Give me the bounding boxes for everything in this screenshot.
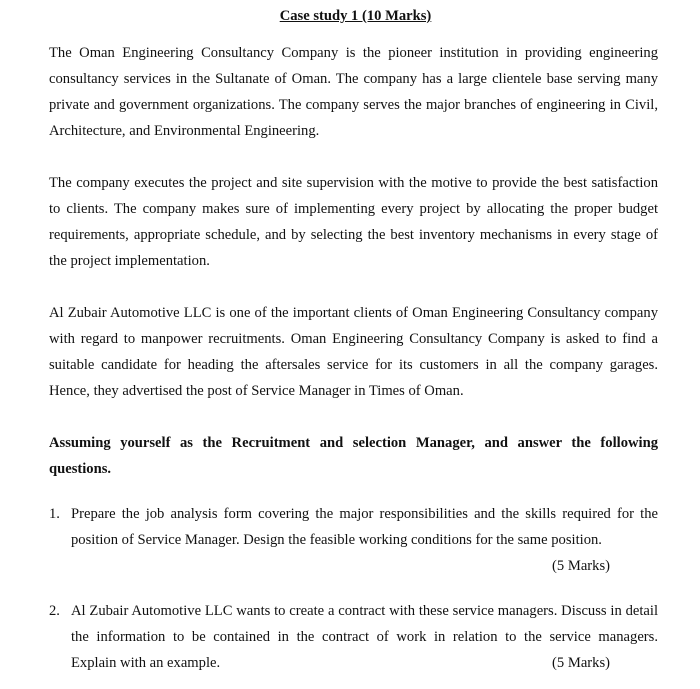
question-2-marks: (5 Marks) [552,655,610,671]
case-study-title: Case study 1 (10 Marks) [279,8,432,24]
question-1 [49,501,658,579]
instruction-text: Assuming yourself as the Recruitment and selection Manager, and answer the following questions. [49,435,658,477]
question-1-body [71,501,658,579]
paragraph-project-execution: The company executes the project and site supervision with the motive to provide the best satisfaction to clients. The company makes sure of implementing every project by allocating the proper budget requirements, appropriate schedule, and by selecting the best inventory mechanisms in every stage of the project implementation. [49,175,658,269]
question-2 [49,598,658,676]
question-1-marks: (5 Marks) [552,558,610,574]
paragraph-company-intro: The Oman Engineering Consultancy Company is the pioneer institution in providing engineering consultancy services in the Sultanate of Oman. The company has a large clientele base serving many private and government organizations. The company serves the major branches of engineering in Civil, Architecture, and Environmental Engineering. [49,45,658,139]
question-2-last-line-text: Explain with an example. [71,655,221,671]
question-2-body [71,598,658,676]
question-2-last-line [71,650,658,676]
question-2-number: 2. [49,603,60,619]
question-2-text: Al Zubair Automotive LLC wants to create a contract with these service managers. Discuss in detail the information to be contained in the contract of work in relation to the service managers. [71,603,658,645]
question-1-number: 1. [49,506,60,522]
question-1-text: Prepare the job analysis form covering the major responsibilities and the skills required for the position of Service Manager. Design the feasible working conditions for the same position. [71,506,658,548]
paragraph-client-recruitment: Al Zubair Automotive LLC is one of the important clients of Oman Engineering Consultancy company with regard to manpower recruitments. Oman Engineering Consultancy Company is asked to find a suitable candidate for heading the aftersales service for its customers in all the company garages. Hence, they advertised the post of Service Manager in Times of Oman. [49,305,658,399]
